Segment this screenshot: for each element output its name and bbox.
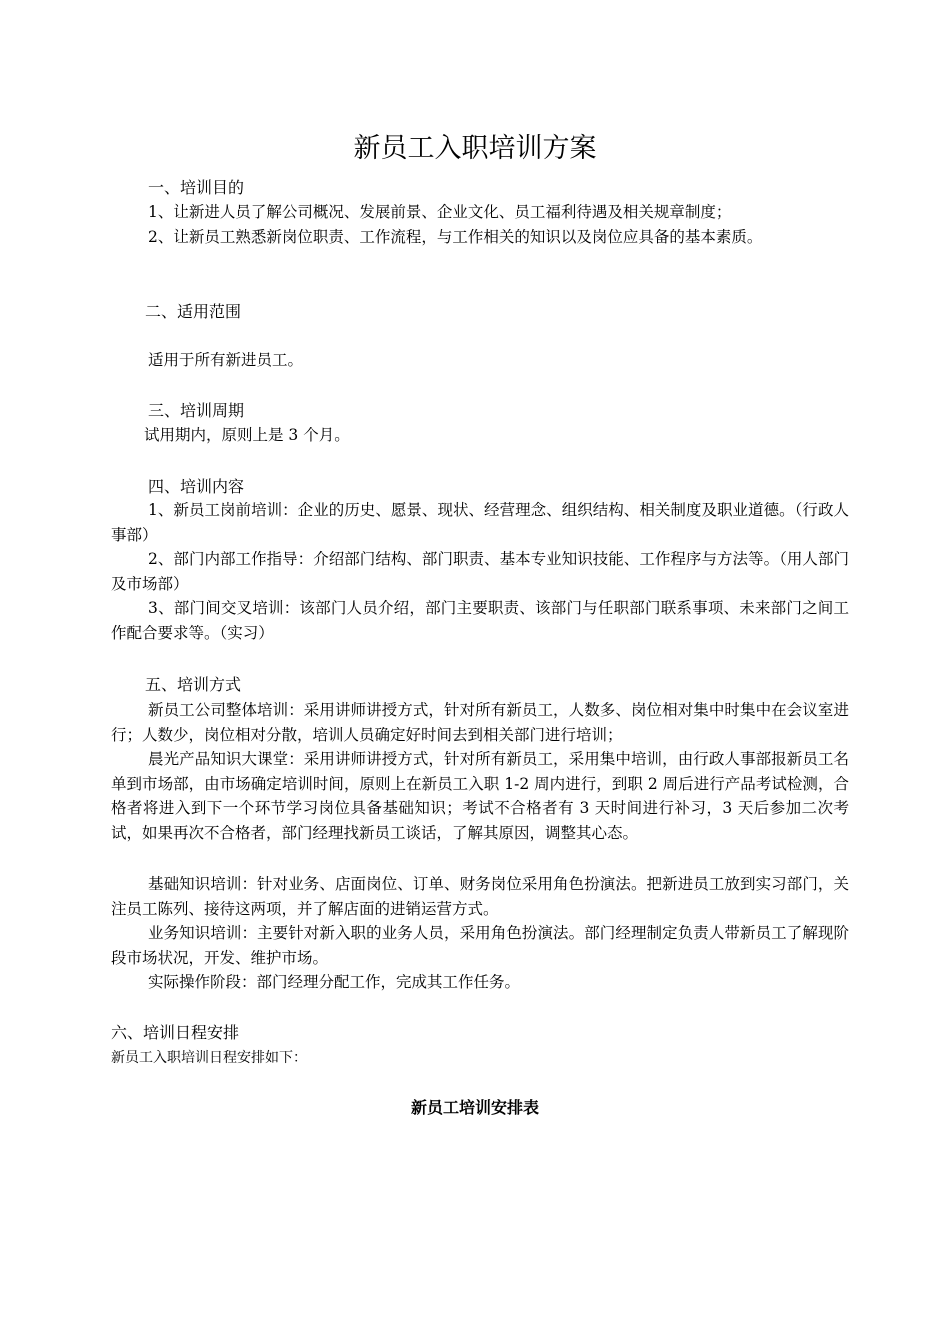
- purpose-item-1: 1、让新进人员了解公司概况、发展前景、企业文化、员工福利待遇及相关规章制度；: [148, 203, 732, 221]
- content-item-1: 1、新员工岗前培训：企业的历史、愿景、现状、经营理念、组织结构、相关制度及职业道德。（行政人事部）: [111, 501, 849, 544]
- method-item-4: 业务知识培训：主要针对新入职的业务人员，采用角色扮演法。部门经理制定负责人带新员工了解现阶段市场状况，开发、维护市场。: [111, 924, 849, 967]
- period-text: 试用期内，原则上是 3 个月。: [144, 426, 350, 444]
- content-item-3: 3、部门间交叉培训：该部门人员介绍，部门主要职责、该部门与任职部门联系事项、未来部门之间工作配合要求等。（实习）: [111, 599, 849, 642]
- section-heading-period: 三、培训周期: [148, 401, 245, 420]
- scope-text: 适用于所有新进员工。: [148, 351, 304, 369]
- method-item-1: 新员工公司整体培训：采用讲师讲授方式，针对所有新员工，人数多、岗位相对集中时集中在会议室进行；人数少，岗位相对分散，培训人员确定好时间去到相关部门进行培训；: [111, 701, 849, 744]
- document-title: 新员工入职培训方案: [353, 133, 597, 164]
- section-heading-schedule: 六、培训日程安排: [111, 1023, 240, 1042]
- method-item-5: 实际操作阶段：部门经理分配工作，完成其工作任务。: [148, 973, 521, 991]
- section-heading-method: 五、培训方式: [145, 675, 242, 694]
- method-item-3: 基础知识培训：针对业务、店面岗位、订单、财务岗位采用角色扮演法。把新进员工放到实习部门，关注员工陈列、接待这两项，并了解店面的进销运营方式。: [111, 875, 849, 918]
- section-heading-scope: 二、适用范围: [145, 302, 242, 321]
- method-item-2: 晨光产品知识大课堂：采用讲师讲授方式，针对所有新员工，采用集中培训，由行政人事部报新员工名单到市场部，由市场确定培训时间，原则上在新员工入职 1-2 周内进行，到职 2 周后进行产品考试检测，合格者将进入到下一个环节学习岗位具备基础知识；考试不合格者有 3 天时间进行补习，3 天后参加二次考试，如果再次不合格者，部门经理找新员工谈话，了解其原因，调整其心态。: [111, 750, 849, 842]
- section-heading-content: 四、培训内容: [148, 477, 245, 496]
- schedule-text: 新员工入职培训日程安排如下：: [111, 1050, 307, 1066]
- table-title: 新员工培训安排表: [410, 1098, 539, 1117]
- purpose-item-2: 2、让新员工熟悉新岗位职责、工作流程，与工作相关的知识以及岗位应具备的基本素质。: [148, 228, 763, 246]
- content-item-2: 2、部门内部工作指导：介绍部门结构、部门职责、基本专业知识技能、工作程序与方法等。（用人部门及市场部）: [111, 550, 849, 593]
- section-heading-purpose: 一、培训目的: [148, 178, 245, 197]
